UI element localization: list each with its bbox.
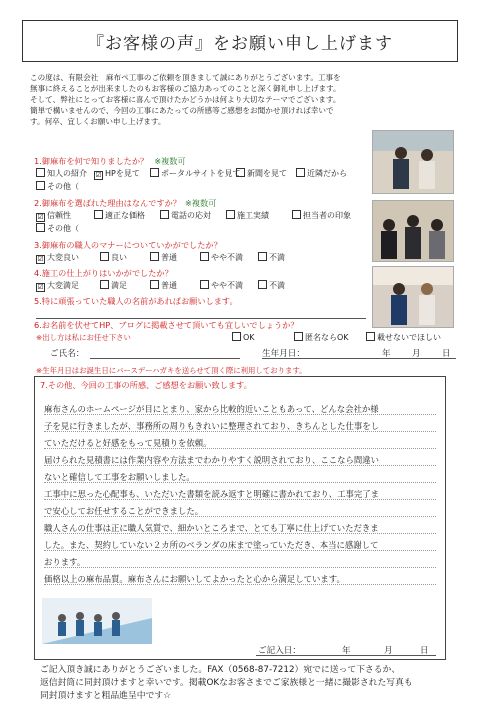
- q1-option-3[interactable]: ポータルサイトを見て: [150, 168, 240, 179]
- q2-option-5[interactable]: 担当者の印象: [292, 210, 351, 221]
- question-1: [34, 156, 186, 167]
- q6-option-3[interactable]: 載せないでほしい: [366, 332, 441, 343]
- comment-line: ないと確信して工事をお願いしました。: [44, 472, 195, 482]
- checkbox[interactable]: [258, 252, 267, 261]
- checkbox[interactable]: [200, 280, 209, 289]
- customer-photo-1: [372, 130, 454, 194]
- checkbox[interactable]: [36, 181, 45, 190]
- checkbox[interactable]: [236, 168, 245, 177]
- q2-option-3[interactable]: 電話の応対: [160, 210, 211, 221]
- checkbox[interactable]: [292, 210, 301, 219]
- q3-option-5[interactable]: 不満: [258, 252, 285, 263]
- comment-line: おります。: [44, 557, 86, 567]
- q2-option-1[interactable]: ☑ 信頼性: [37, 211, 71, 221]
- q4-option-5[interactable]: 不満: [258, 280, 285, 291]
- customer-photo-3: [372, 266, 454, 328]
- checkbox[interactable]: ☑: [37, 213, 44, 221]
- checkbox[interactable]: [36, 223, 45, 232]
- birth-month: 月: [412, 349, 421, 359]
- checkbox[interactable]: [150, 168, 159, 177]
- checkbox[interactable]: ☑: [95, 171, 102, 179]
- question-5: 5.特に頑張っていた職人の名前があればお願いします。: [34, 296, 238, 306]
- checkbox[interactable]: [366, 332, 375, 341]
- checkbox[interactable]: [100, 252, 109, 261]
- q1-option-other[interactable]: その他（: [36, 181, 79, 192]
- comment-line: 工事中に思った心配事も、いただいた書類を読み返すと明確に書かれており、工事完了ま: [44, 489, 379, 499]
- birth-field[interactable]: [262, 358, 456, 359]
- company-logo-image: [42, 598, 152, 644]
- checkbox[interactable]: ☑: [37, 283, 44, 291]
- question-1-label: 1.御麻布を何で知りましたか？: [34, 156, 149, 166]
- q3-option-2[interactable]: 良い: [100, 252, 127, 263]
- q3-option-3[interactable]: 普通: [150, 252, 177, 263]
- question-7: 7.その他、今回の工事の所感、ご感想をお願い致します。: [40, 380, 252, 390]
- q4-option-4[interactable]: やや不満: [200, 280, 243, 291]
- q6-option-1[interactable]: OK: [232, 332, 255, 342]
- page-title: 『お客様の声』をお願い申し上げます: [22, 20, 458, 62]
- q2-option-other[interactable]: その他（: [36, 223, 79, 234]
- q1-option-1[interactable]: 知人の紹介: [36, 168, 87, 179]
- footer-line: 同封頂けますと粗品進呈中です☆: [40, 691, 172, 701]
- footer-line: ご記入頂き誠にありがとうございました。FAX（0568-87-7212）宛でに送って下さるか、: [40, 665, 401, 675]
- name-label: ご氏名：: [50, 349, 85, 359]
- photo-family-icon: [373, 201, 453, 261]
- ruled-line: [44, 567, 436, 568]
- checkbox[interactable]: [160, 210, 169, 219]
- q4-option-3[interactable]: 普通: [150, 280, 177, 291]
- checkbox[interactable]: [258, 280, 267, 289]
- intro-line: 簡単で構いませんので、今回の工事にあたっての所感等ご感想をお聞かせ頂ければ幸いで: [30, 106, 334, 115]
- checkbox[interactable]: [200, 252, 209, 261]
- photo-people-icon: [373, 131, 453, 193]
- question-2-note: ※複数可: [185, 198, 217, 208]
- checkbox[interactable]: [94, 210, 103, 219]
- birth-day: 日: [442, 349, 451, 359]
- comment-line: した。また、契約していない２カ所のベランダの床まで塗っていただき、本当に感謝して: [44, 540, 379, 550]
- q6-option-2[interactable]: 匿名ならOK: [294, 332, 349, 343]
- name-field[interactable]: [90, 358, 240, 359]
- fill-date-month: 月: [384, 646, 393, 656]
- fill-date-day: 日: [420, 646, 429, 656]
- checkbox[interactable]: [232, 332, 241, 341]
- intro-text: [30, 72, 460, 127]
- comment-line: 価格以上の麻布品質。麻布さんにお願いしてよかったと心から満足しています。: [44, 574, 345, 584]
- checkbox[interactable]: [294, 332, 303, 341]
- intro-line: 無事に終えることが出来ましたのもお客様のご協力あってのことと深く御礼申し上げます。: [30, 84, 341, 93]
- intro-line: そして、弊社にとってお客様に喜んで頂けたかどうかは何より大切なテーマでございます。: [30, 95, 341, 104]
- q3-option-4[interactable]: やや不満: [200, 252, 243, 263]
- checkbox[interactable]: [100, 280, 109, 289]
- checkbox[interactable]: ☑: [37, 255, 44, 263]
- comment-line: で安心してお任せすることができました。: [44, 506, 204, 516]
- question-6: 6.お名前を伏せてHP、ブログに掲載させて頂いても宜しいでしょうか？: [34, 320, 299, 330]
- intro-line: この度は、有限会社 麻布ペ工事のご依頼を頂きまして誠にありがとうございます。工事を: [30, 73, 341, 82]
- comment-line: 職人さんの仕事は正に職人気質で、細かいところまで、とても丁寧に仕上げていただきま: [44, 523, 379, 533]
- fill-date-label: ご記入日：: [258, 646, 301, 656]
- question-2-label: 2.御麻布を選ばれた理由はなんですか？: [34, 198, 181, 208]
- q4-option-2[interactable]: 満足: [100, 280, 127, 291]
- q1-option-5[interactable]: 近隣だから: [296, 168, 347, 179]
- checkbox[interactable]: [150, 280, 159, 289]
- question-4: 4.施工の仕上がりはいかがでしたか？: [34, 268, 173, 278]
- checkbox[interactable]: [296, 168, 305, 177]
- birth-label: 生年月日：: [262, 349, 305, 359]
- customer-photo-2: [372, 200, 454, 262]
- worker-name-field[interactable]: [36, 318, 366, 319]
- question-3: 3.御麻布の職人のマナーについていかがでしたか？: [34, 240, 222, 250]
- footer-line: 返信封筒に同封頂けますと幸いです。掲載OKなお客さまでご家族様と一緒に撮影された写真も: [40, 678, 413, 688]
- checkbox[interactable]: [150, 252, 159, 261]
- q4-option-1[interactable]: ☑ 大変満足: [37, 281, 79, 291]
- q2-option-4[interactable]: 施工実績: [226, 210, 269, 221]
- q3-option-1[interactable]: ☑ 大変良い: [37, 253, 79, 263]
- q1-option-4[interactable]: 新聞を見て: [236, 168, 287, 179]
- comment-line: 子を見に行きましたが、事務所の周りもきれいに整理されており、きちんとした仕事をし: [44, 421, 379, 431]
- question-1-note: ※複数可: [154, 156, 186, 166]
- question-6-note: ※出し方は私にお任せ下さい: [36, 333, 131, 342]
- comment-line: ていただけると好感をもって見積りを依頼。: [44, 438, 212, 448]
- intro-line: す。何卒、宜しくお願い申し上げます。: [30, 117, 166, 126]
- birth-year: 年: [382, 349, 391, 359]
- question-2: [34, 198, 216, 209]
- comment-line: 届けられた見積書には作業内容や方法までわかりやすく説明されており、ここなら間違い: [44, 455, 379, 465]
- birth-note: ※生年月日はお誕生日にバースデーハガキを送らせて頂く際に利用しております。: [36, 366, 307, 375]
- photo-couple-icon: [373, 267, 453, 327]
- q1-option-2[interactable]: ☑ HPを見て: [95, 169, 140, 179]
- fill-date-field[interactable]: [256, 655, 436, 656]
- fill-date-year: 年: [342, 646, 351, 656]
- comment-line: 麻布さんのホームページが目にとまり、家から比較的近いこともあって、どんな会社か様: [44, 404, 379, 414]
- checkbox[interactable]: [36, 168, 45, 177]
- workers-photo-icon: [42, 598, 152, 644]
- q2-option-2[interactable]: 適正な価格: [94, 210, 145, 221]
- checkbox[interactable]: [226, 210, 235, 219]
